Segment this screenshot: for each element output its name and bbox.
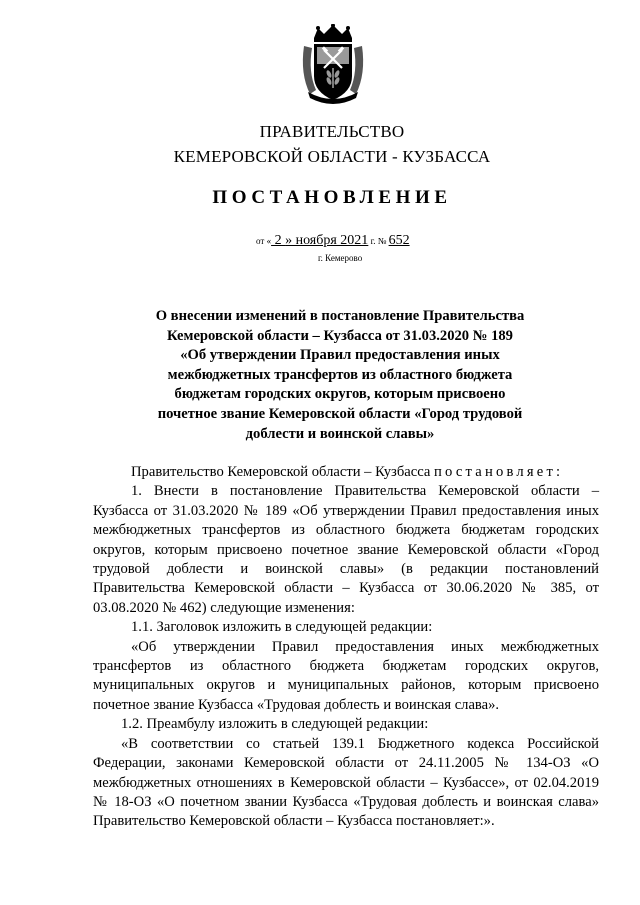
title-line: О внесении изменений в постановление Правительства	[155, 308, 525, 324]
document-number: 652	[388, 233, 410, 248]
government-name-line2: КЕМЕРОВСКОЙ ОБЛАСТИ - КУЗБАССА	[173, 147, 491, 166]
city-label: г. Кемерово	[318, 253, 363, 263]
kuzbass-coat-of-arms-icon	[300, 24, 366, 104]
date-prefix: от «	[256, 236, 272, 246]
intro-text: Правительство Кемеровской области – Кузбасса	[131, 464, 434, 480]
intro-paragraph	[93, 463, 599, 482]
title-line: «Об утверждении Правил предоставления иных	[180, 347, 500, 364]
document-title	[138, 307, 542, 444]
date-day: 2	[271, 233, 286, 248]
paragraph-1-1: 1.1. Заголовок изложить в следующей редакции:	[131, 619, 433, 636]
year-suffix: г.	[368, 236, 378, 246]
title-line: межбюджетных трансфертов из областного бюджета	[167, 366, 513, 383]
document-type-heading: ПОСТАНОВЛЕНИЕ	[212, 187, 452, 208]
government-name-line1: ПРАВИТЕЛЬСТВО	[259, 122, 405, 141]
title-line: бюджетам городских округов, которым присвоено	[174, 386, 506, 403]
paragraph-1-2: 1.2. Преамбулу изложить в следующей редакции:	[121, 716, 429, 733]
date-number-line	[256, 233, 410, 249]
date-month-year: » ноября 2021	[285, 233, 369, 248]
document-body	[93, 463, 599, 832]
title-line: Кемеровской области – Кузбасса от 31.03.2020 № 189	[167, 327, 513, 344]
paragraph-1: 1. Внести в постановление Правительства Кемеровской области – Кузбасса от 31.03.2020 № 189 «Об утверждении Правил предоставления иных межбюджетных трансфертов из областного бюджета бюджетам городских округов, которым присвоено почетное звание Кемеровской области «Город трудовой доблести и воинской славы» (в редакции постановлений Правительства Кемеровской области – Кузбасса от 30.06.2020 № 385, от 03.08.2020 № 462) следующие изменения:	[93, 483, 599, 616]
paragraph-1-1-quote: «Об утверждении Правил предоставления иных межбюджетных трансфертов из областного бюджета бюджетам городских округов, муниципальных округов и муниципальных районов, которым присвоено почетное звание Кузбасса «Трудовая доблесть и воинская слава».	[93, 638, 599, 713]
title-line: почетное звание Кемеровской области «Город трудовой	[157, 405, 523, 422]
paragraph-1-2-quote: «В соответствии со статьей 139.1 Бюджетного кодекса Российской Федерации, законами Кемеровской области от 24.11.2005 № 134-ОЗ «О межбюджетных отношениях в Кемеровской области – Кузбассе», от 02.04.2019 № 18-ОЗ «О почетном звании Кузбасса «Трудовая доблесть и воинская слава» Правительство Кемеровской области – Кузбасса постановляет:».	[93, 735, 599, 830]
resolves-word: постановляет:	[433, 464, 564, 480]
title-line: доблести и воинской славы»	[245, 425, 435, 442]
number-label: №	[377, 236, 389, 246]
